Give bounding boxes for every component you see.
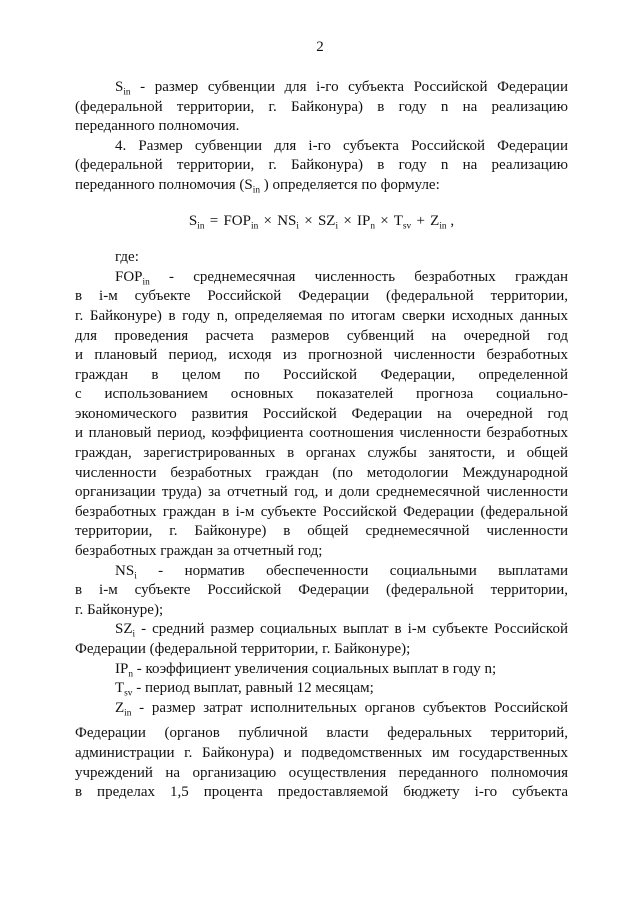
symbol: SZ: [115, 621, 133, 638]
formula-symbol: IP: [357, 213, 371, 230]
line-text: - размер затрат исполнительных органов субъектов Российской: [131, 699, 568, 716]
formula-subscript: in: [197, 221, 205, 232]
times-sign: ×: [304, 213, 313, 230]
text-line: Федерации (федеральной территории, г. Байконуре);: [75, 641, 411, 658]
times-sign: ×: [343, 213, 352, 230]
symbol-subscript: sv: [124, 688, 133, 699]
text-line: [75, 699, 568, 719]
line-text: - среднемесячная численность безработных граждан: [149, 268, 568, 285]
formula-subscript: in: [251, 221, 259, 232]
text-line: г. Байконуре) в году n, определяемая по итогам сверки исходных данных: [75, 307, 568, 324]
formula-subscript: i: [296, 221, 299, 232]
text-line: территории, г. Байконуре) в общей среднемесячной численности: [75, 523, 568, 540]
symbol: S: [115, 79, 124, 95]
text-line: с использованием основных показателей прогноза социально-: [75, 386, 568, 403]
line-text: - коэффициент увеличения социальных выплат в году n;: [133, 660, 497, 677]
symbol-subscript: in: [142, 277, 150, 288]
text-line: [75, 562, 568, 582]
page-number: 2: [316, 39, 324, 55]
text-line: учреждений на организацию осуществления переданного полномочия: [75, 764, 568, 781]
text-line: в пределах 1,5 процента предоставляемой бюджету i-го субъекта: [75, 784, 568, 801]
text-line: численности безработных граждан (по методологии Международной: [75, 464, 568, 481]
formula-subscript: sv: [402, 221, 412, 232]
formula: [75, 212, 568, 232]
text-line: [75, 679, 568, 699]
text-line: и плановый период, коэффициента соотношения численности безработных: [75, 425, 568, 442]
definition-ns: [75, 562, 568, 621]
formula-subscript: n: [370, 221, 376, 232]
document-body: [75, 78, 568, 803]
times-sign: ×: [263, 213, 272, 230]
text-line: (федеральной территории, г. Байконура) в году n на реализацию: [75, 157, 568, 174]
formula-symbol: SZ: [317, 213, 336, 230]
text-line: организации труда) за отчетный год, и доли среднемесячной численности: [75, 484, 568, 501]
where-label: где:: [115, 249, 139, 266]
formula-symbol: FOP: [223, 213, 251, 230]
symbol: NS: [115, 562, 135, 579]
text-line: и плановый период, исходя из прогнозной численности безработных: [75, 347, 568, 364]
text-line: безработных граждан в i-м субъекте Российской Федерации (федеральной: [75, 503, 568, 520]
symbol-subscript: i: [132, 629, 136, 640]
symbol-subscript: in: [124, 708, 132, 719]
symbol: FOP: [115, 268, 143, 285]
text-line: экономического развития Российской Федерации на очередной год: [75, 405, 568, 422]
definition-fop: [75, 268, 568, 562]
plus-sign: +: [416, 213, 425, 230]
definition-ip: [75, 660, 568, 680]
line-text: - норматив обеспеченности социальными выплатами: [136, 562, 568, 579]
times-sign: ×: [380, 213, 389, 230]
line-text: переданного полномочия (: [75, 176, 245, 193]
symbol-subscript: n: [128, 669, 133, 680]
text-line: в i-м субъекте Российской Федерации (федеральной территории,: [75, 582, 568, 599]
line-text: - период выплат, равный 12 месяцам;: [132, 680, 374, 697]
paragraph-s-in-definition: [75, 78, 568, 137]
text-line: граждан, зарегистрированных в органах службы занятости, и общей: [75, 445, 568, 462]
text-line: 4. Размер субвенции для i-го субъекта Российской Федерации: [115, 137, 568, 154]
text-line: (федеральной территории, г. Байконура) в году n на реализацию: [75, 98, 568, 115]
text-line: в i-м субъекте Российской Федерации (федеральной территории,: [75, 288, 568, 305]
text-line: Федерации (органов публичной власти федеральных территорий,: [75, 725, 568, 742]
line-text: - средний размер социальных выплат в i-м субъекте Российской: [135, 621, 568, 638]
text-line: г. Байконуре);: [75, 601, 164, 618]
definition-z: [75, 699, 568, 803]
line-text: - размер субвенции для i-го субъекта Российской Федерации: [130, 79, 568, 95]
symbol: IP: [115, 660, 129, 677]
text-line: [75, 176, 568, 196]
formula-end-comma: ,: [450, 213, 455, 230]
text-line: [75, 660, 568, 680]
symbol-subscript: i: [134, 571, 137, 582]
formula-subscript: i: [335, 221, 339, 232]
symbol: Z: [115, 699, 125, 716]
paragraph-item-4: [75, 137, 568, 196]
text-line: администрации г. Байконура) и подведомственных им государственных: [75, 744, 568, 761]
symbol: T: [115, 680, 125, 697]
symbol-subscript: in: [252, 185, 260, 196]
formula-symbol: Z: [430, 213, 440, 230]
text-line: переданного полномочия.: [75, 118, 240, 135]
formula-symbol: T: [393, 213, 403, 230]
text-line: [75, 78, 568, 98]
formula-subscript: in: [439, 221, 447, 232]
text-line: [75, 620, 568, 640]
equals-sign: =: [209, 213, 219, 230]
formula-symbol: S: [188, 213, 198, 230]
symbol: S: [244, 176, 253, 193]
formula-symbol: NS: [277, 213, 297, 230]
definition-t: [75, 679, 568, 699]
text-line: безработных граждан за отчетный год;: [75, 543, 323, 560]
symbol-subscript: in: [123, 87, 131, 98]
definition-sz: [75, 620, 568, 659]
line-text: ) определяется по формуле:: [259, 176, 440, 193]
text-line: [75, 268, 568, 288]
text-line: граждан в целом по Российской Федерации, определенной: [75, 366, 568, 383]
text-line: для проведения расчета размеров субвенций на очередной год: [75, 327, 568, 344]
